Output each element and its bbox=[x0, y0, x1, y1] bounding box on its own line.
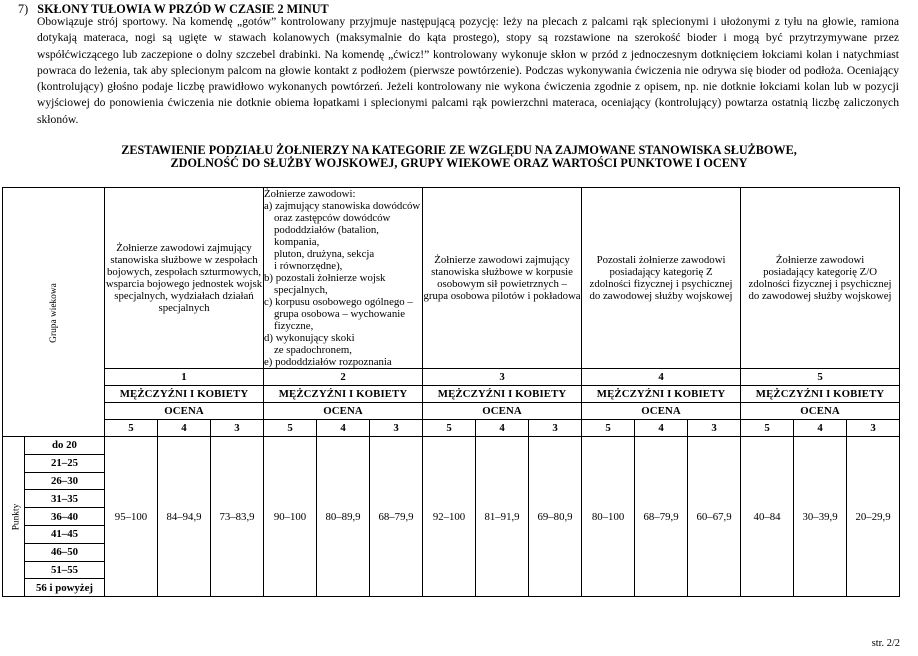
grade-label-row bbox=[3, 403, 900, 420]
category-desc-line: specjalnych, wydziałach działań bbox=[114, 290, 254, 302]
category-desc-line: posiadający kategorię Z/O bbox=[763, 266, 877, 278]
category-desc-line: oraz zastępców dowódców bbox=[274, 212, 391, 224]
points-range: 80–89,9 bbox=[317, 437, 370, 597]
category-desc bbox=[105, 188, 264, 369]
grade-value: 3 bbox=[211, 420, 264, 437]
category-desc-line: Żołnierze zawodowi zajmujący bbox=[434, 254, 570, 266]
category-desc-line: Żołnierze zawodowi bbox=[775, 254, 865, 266]
category-desc-line: stanowiska służbowe w zespołach bbox=[110, 254, 258, 266]
points-label: Punkty bbox=[11, 503, 22, 531]
points-range: 20–29,9 bbox=[847, 437, 900, 597]
grade-value: 4 bbox=[476, 420, 529, 437]
age-group-value: 36–40 bbox=[25, 508, 105, 526]
category-desc-line: ze spadochronem, bbox=[274, 344, 352, 356]
grade-value: 4 bbox=[794, 420, 847, 437]
age-group-header bbox=[3, 188, 105, 437]
category-desc-line: Żołnierze zawodowi: bbox=[264, 188, 356, 200]
section-title: SKŁONY TUŁOWIA W PRZÓD W CZASIE 2 MINUT bbox=[37, 2, 329, 16]
category-desc-line: a) zajmujący stanowiska dowódców bbox=[264, 200, 421, 212]
category-desc-line: fizyczne, bbox=[274, 320, 314, 332]
points-range: 69–80,9 bbox=[529, 437, 582, 597]
page-number: str. 2/2 bbox=[871, 638, 900, 649]
points-range: 92–100 bbox=[423, 437, 476, 597]
grade-value: 5 bbox=[264, 420, 317, 437]
grade-value: 5 bbox=[105, 420, 158, 437]
category-desc-line: pododdziałów (batalion, kompania, bbox=[274, 224, 379, 248]
category-number: 2 bbox=[264, 369, 423, 386]
category-desc-line: c) korpusu osobowego ogólnego – bbox=[264, 296, 413, 308]
category-number: 1 bbox=[105, 369, 264, 386]
category-desc-line: do zawodowej służby wojskowej bbox=[589, 290, 733, 302]
category-desc-text bbox=[741, 254, 899, 302]
age-group-value: 21–25 bbox=[25, 454, 105, 472]
summary-title-line2: ZDOLNOŚĆ DO SŁUŻBY WOJSKOWEJ, GRUPY WIEKOWE ORAZ WARTOŚCI PUNKTOWE I OCENY bbox=[170, 156, 748, 170]
grade-value: 4 bbox=[158, 420, 211, 437]
gender-row bbox=[3, 386, 900, 403]
points-range: 40–84 bbox=[741, 437, 794, 597]
category-desc-text bbox=[582, 254, 740, 302]
grade-label: OCENA bbox=[105, 403, 264, 420]
grade-value: 4 bbox=[635, 420, 688, 437]
grade-value: 3 bbox=[370, 420, 423, 437]
points-range: 84–94,9 bbox=[158, 437, 211, 597]
grade-value: 5 bbox=[741, 420, 794, 437]
gender-label: MĘŻCZYŹNI I KOBIETY bbox=[423, 386, 582, 403]
section-description: Obowiązuje strój sportowy. Na komendę „gotów” kontrolowany przyjmuje następującą pozycję: leży na plecach z palcami rąk splecionymi i ułożonymi z tyłu na głowie, ramiona dotykają materaca, nogi są ugięte w stawach kolanowych (maksymalnie do kąta prostego), stopy są rozstawione na szerokość bioder i mogą być przytrzymywane przez współćwiczącego lub zaczepione o dolny szczebel drabinki. Na komendę „ćwicz!” kontrolowany wykonuje skłon w przód z jednoczesnym dotknięciem łokciami kolan i natychmiast powraca do leżenia, tak aby splecionym palcom na głowie kontakt z podłożem (pierwsze powtórzenie). Podczas wykonywania ćwiczenia nie odrywa się bioder od podłoża. Oceniający (kontrolujący) głośno podaje liczbę prawidłowo wykonanych powtórzeń. Jeżeli kontrolowany nie wykona ćwiczenia zgodnie z opisem, np. nie dotknie łokciami kolan lub w pozycji wyjściowej do ponowienia ćwiczenia nie dotknie obiema łopatkami i splecionymi palcami rąk powierzchni materaca, oceniający (kontrolujący) powtarza ostatnią liczbę zaliczonych skłonów. bbox=[37, 15, 899, 126]
category-desc-line: b) pozostali żołnierze wojsk bbox=[264, 272, 386, 284]
category-desc-line: i równorzędne), bbox=[274, 260, 343, 272]
category-desc-row bbox=[3, 188, 900, 369]
age-group-value: 56 i powyżej bbox=[25, 579, 105, 597]
category-desc-line: wsparcia bojowego jednostek wojsk bbox=[105, 278, 263, 290]
grade-value: 5 bbox=[582, 420, 635, 437]
points-range: 73–83,9 bbox=[211, 437, 264, 597]
grade-value: 3 bbox=[688, 420, 741, 437]
grade-value: 5 bbox=[423, 420, 476, 437]
grade-label: OCENA bbox=[423, 403, 582, 420]
gender-label: MĘŻCZYŹNI I KOBIETY bbox=[105, 386, 264, 403]
category-desc bbox=[264, 188, 423, 369]
points-range: 80–100 bbox=[582, 437, 635, 597]
grade-label: OCENA bbox=[582, 403, 741, 420]
category-desc-line: grupa osobowa – wychowanie bbox=[274, 308, 406, 320]
section-number: 7) bbox=[18, 2, 29, 16]
category-desc-text bbox=[105, 242, 263, 314]
category-desc-line: Żołnierze zawodowi zajmujący bbox=[116, 242, 252, 254]
age-group-value: 31–35 bbox=[25, 490, 105, 508]
age-group-value: 41–45 bbox=[25, 525, 105, 543]
points-range: 68–79,9 bbox=[370, 437, 423, 597]
category-number: 3 bbox=[423, 369, 582, 386]
grade-value: 3 bbox=[529, 420, 582, 437]
category-desc bbox=[423, 188, 582, 369]
summary-title-line1: ZESTAWIENIE PODZIAŁU ŻOŁNIERZY NA KATEGORIE ZE WZGLĘDU NA ZAJMOWANE STANOWISKA SŁUŻBOWE, bbox=[121, 143, 797, 157]
category-desc-line: d) wykonujący skoki bbox=[264, 332, 355, 344]
points-range: 30–39,9 bbox=[794, 437, 847, 597]
category-desc-line: bojowych, zespołach szturmowych, bbox=[106, 266, 262, 278]
points-range: 81–91,9 bbox=[476, 437, 529, 597]
age-group-label: Grupa wiekowa bbox=[48, 282, 59, 343]
grade-label: OCENA bbox=[741, 403, 900, 420]
gender-label: MĘŻCZYŹNI I KOBIETY bbox=[741, 386, 900, 403]
grade-value: 4 bbox=[317, 420, 370, 437]
points-range: 60–67,9 bbox=[688, 437, 741, 597]
category-desc-line: pluton, drużyna, sekcja bbox=[274, 248, 375, 260]
category-desc-line: stanowiska służbowe w korpusie bbox=[431, 266, 573, 278]
points-header bbox=[3, 437, 25, 597]
category-desc-line: do zawodowej służby wojskowej bbox=[748, 290, 892, 302]
points-table bbox=[2, 187, 900, 597]
category-desc bbox=[741, 188, 900, 369]
grade-label: OCENA bbox=[264, 403, 423, 420]
age-group-value: do 20 bbox=[25, 437, 105, 455]
age-group-value: 26–30 bbox=[25, 472, 105, 490]
grades-row bbox=[3, 420, 900, 437]
category-number-row bbox=[3, 369, 900, 386]
category-desc-line: Pozostali żołnierze zawodowi bbox=[596, 254, 726, 266]
age-group-value: 51–55 bbox=[25, 561, 105, 579]
points-range: 68–79,9 bbox=[635, 437, 688, 597]
category-desc-line: zdolności fizycznej i psychicznej bbox=[589, 278, 733, 290]
age-group-row bbox=[3, 437, 900, 455]
grade-value: 3 bbox=[847, 420, 900, 437]
category-number: 4 bbox=[582, 369, 741, 386]
category-desc-line: posiadający kategorię Z bbox=[609, 266, 713, 278]
category-desc-text bbox=[264, 188, 422, 368]
category-desc-line: specjalnych bbox=[158, 302, 210, 314]
gender-label: MĘŻCZYŹNI I KOBIETY bbox=[582, 386, 741, 403]
age-group-value: 46–50 bbox=[25, 543, 105, 561]
category-desc-line: osobowym sił powietrznych – bbox=[437, 278, 567, 290]
category-desc-line: e) pododdziałów rozpoznania bbox=[264, 356, 392, 368]
gender-label: MĘŻCZYŹNI I KOBIETY bbox=[264, 386, 423, 403]
category-desc-text bbox=[423, 254, 581, 302]
points-range: 90–100 bbox=[264, 437, 317, 597]
points-range: 95–100 bbox=[105, 437, 158, 597]
category-desc-line: grupa osobowa pilotów i pokładowa bbox=[423, 290, 581, 302]
category-number: 5 bbox=[741, 369, 900, 386]
category-desc bbox=[582, 188, 741, 369]
category-desc-line: specjalnych, bbox=[274, 284, 328, 296]
category-desc-line: zdolności fizycznej i psychicznej bbox=[748, 278, 892, 290]
